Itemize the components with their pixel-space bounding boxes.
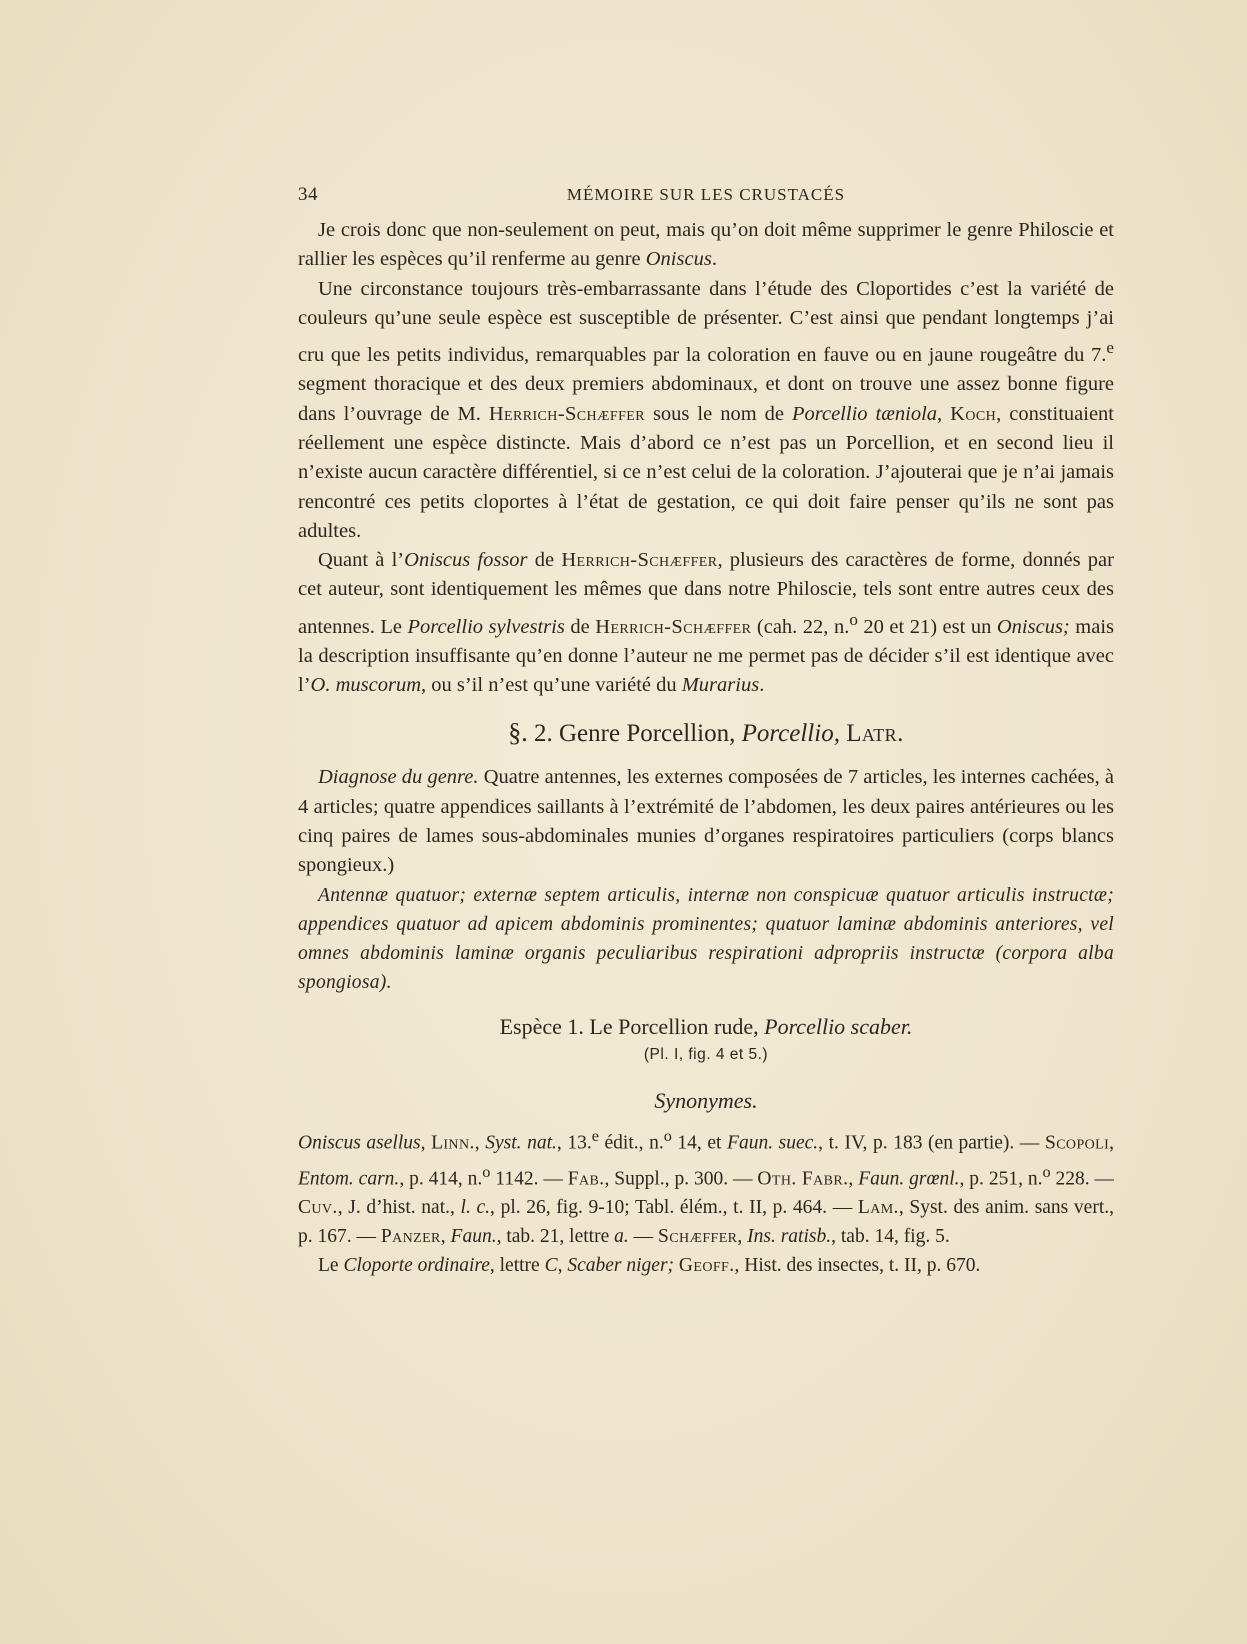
text-run: 14, et xyxy=(671,1132,728,1154)
text-run: , tab. 14, fig. 5. xyxy=(831,1226,950,1248)
diagnose-text: Quatre antennes, les externes composées de 7 articles, les internes cachées, à 4 articles; quatre appendices saillants à l’extrémité de l’abdomen, les deux paires antérieures ou les cinq paires de lames sous-abdominales munies d’organes respiratoires particuliers (corps blancs spongieux.) xyxy=(298,766,1114,877)
author-name: Herrich-Schæffer xyxy=(595,615,752,638)
citation-letter: a. xyxy=(614,1226,629,1248)
common-name: Cloporte ordinaire xyxy=(343,1254,490,1276)
species-name: Oniscus fossor xyxy=(404,549,528,572)
text-run: mais la description insuffisante qu’en donne l’auteur ne me permet pas de décider s’il est identique avec l’ xyxy=(298,615,1114,697)
synonyms-references xyxy=(298,1122,1114,1252)
author-name: Lam. xyxy=(857,1197,899,1219)
text-run: édit., n. xyxy=(598,1132,664,1154)
author-name: Koch xyxy=(950,402,997,425)
text-run: Je crois donc que non-seulement on peut, mais qu’on doit même supprimer le genre Philoscie et rallier les espèces qu’il renferme au genre xyxy=(298,219,1114,271)
text-run: , ou s’il n’est qu’une variété du xyxy=(421,674,682,697)
section-symbol: §. xyxy=(508,718,528,748)
synonyms-heading: Synonymes. xyxy=(654,1087,758,1113)
text-run: , xyxy=(937,402,951,425)
text-run: , Syst. des anim. sans vert., p. 167. — xyxy=(298,1197,1114,1248)
work-title: Ins. ratisb. xyxy=(747,1226,832,1248)
synonyms-block xyxy=(298,1122,1114,1281)
text-run: , Suppl., p. 300. — xyxy=(604,1168,758,1190)
text-run: de xyxy=(564,615,596,638)
work-title: Faun. xyxy=(450,1226,497,1248)
text-run: , xyxy=(420,1132,432,1154)
text-run: , p. 251, n. xyxy=(959,1168,1043,1190)
running-head xyxy=(298,180,1114,210)
synonyms-common-name xyxy=(298,1252,1114,1281)
species-name: Murarius xyxy=(681,674,760,697)
author-name: Geoff. xyxy=(678,1254,735,1276)
species-name: Oniscus asellus xyxy=(298,1132,421,1154)
superscript: e xyxy=(1106,338,1114,358)
text-run: , Hist. des insectes, t. II, p. 670. xyxy=(734,1254,981,1276)
work-title: Faun. grœnl. xyxy=(858,1168,960,1190)
text-run: — xyxy=(628,1226,658,1248)
text-run: , plusieurs des caractères de forme, donnés par cet auteur, sont identiquement les mêmes que dans notre Philoscie, tels sont entre autres ceux des antennes. Le xyxy=(298,549,1114,638)
species-latin-name: Porcellio scaber. xyxy=(764,1013,913,1039)
author-name: Scopoli xyxy=(1044,1132,1110,1154)
paragraph-philoscie xyxy=(298,216,1114,275)
work-title: Entom. carn. xyxy=(298,1168,400,1190)
text-run: Le xyxy=(318,1254,344,1276)
superscript: o xyxy=(849,609,858,629)
author-name: Schæffer xyxy=(657,1226,738,1248)
text-run: 1142. — xyxy=(490,1168,568,1190)
author-name: Oth. Fabr. xyxy=(757,1168,849,1190)
author-name: Linn. xyxy=(431,1132,475,1154)
author-name: Herrich-Schæffer xyxy=(488,402,645,425)
plate-reference: (Pl. I, fig. 4 et 5.) xyxy=(643,1045,769,1063)
text-run: , xyxy=(474,1132,486,1154)
text-run: , lettre xyxy=(489,1254,545,1276)
text-run: , J. d’hist. nat., xyxy=(337,1197,461,1219)
superscript: o xyxy=(663,1126,672,1145)
text-run: , p. 414, n. xyxy=(399,1168,483,1190)
text-run: , xyxy=(737,1226,748,1248)
citation-abbrev: l. c. xyxy=(460,1197,491,1219)
text-run: 228. — xyxy=(1050,1168,1114,1190)
text-run: de xyxy=(527,549,562,572)
text-run: 20 et 21) est un xyxy=(857,615,997,638)
text-run: , constituaient réellement une espèce distincte. Mais d’abord ce n’est pas un Porcellion, et en second lieu il n’existe aucun caractère différentiel, si ce n’est celui de la coloration. J’ajouterai que je n’ai jamais rencontré ces petits cloportes à l’état de gestation, ce qui doit faire penser qu’ils ne sont pas adultes. xyxy=(298,402,1114,542)
text-run: , t. IV, p. 183 (en partie). — xyxy=(818,1132,1045,1154)
diagnose-paragraph xyxy=(298,763,1114,880)
paragraph-oniscus-fossor xyxy=(298,546,1114,700)
book-page xyxy=(298,180,1114,1600)
author-name: Panzer xyxy=(380,1226,441,1248)
work-title: Syst. nat. xyxy=(485,1132,557,1154)
species-name: Scaber niger; xyxy=(567,1254,675,1276)
text-run: Quant à l’ xyxy=(318,549,405,572)
text-run: sous le nom de xyxy=(644,402,792,425)
paragraph-coloration xyxy=(298,275,1114,547)
text-run: , xyxy=(440,1226,451,1248)
species-heading xyxy=(298,1012,1114,1042)
text-run: , 13. xyxy=(556,1132,592,1154)
superscript: o xyxy=(1042,1163,1051,1182)
text-run: , xyxy=(557,1254,568,1276)
text-run: . xyxy=(759,674,765,697)
genus-name: Oniscus; xyxy=(996,615,1070,638)
author-name: Cuv. xyxy=(298,1197,338,1219)
genus-name: Oniscus xyxy=(645,248,712,271)
text-run: , pl. 26, fig. 9-10; Tabl. élém., t. II, p. 464. — xyxy=(490,1197,858,1219)
section-number: 2. xyxy=(534,720,553,748)
section-heading xyxy=(298,718,1114,749)
species-label: Espèce 1. Le Porcellion rude, xyxy=(499,1013,759,1039)
citation-letter: C xyxy=(544,1254,558,1276)
text-run: , xyxy=(848,1168,859,1190)
text-run: segment thoracique et des deux premiers abdominaux, et dont on trouve une assez bonne figure dans l’ouvrage de M. xyxy=(298,373,1114,425)
text-run: Une circonstance toujours très-embarrassante dans l’étude des Cloportides c’est la variété de couleurs qu’une seule espèce est susceptible de présenter. C’est ainsi que pendant longtemps j’ai cru que les petits individus, remarquables par la coloration en fauve ou en jaune rougeâtre du 7. xyxy=(298,277,1114,367)
text-run: , xyxy=(1109,1132,1114,1154)
superscript: o xyxy=(482,1163,491,1182)
work-title: Faun. suec. xyxy=(727,1132,819,1154)
diagnose-label: Diagnose du genre. xyxy=(318,766,479,789)
latin-diagnosis: Antennæ quatuor; externæ septem articulis, internæ non conspicuæ quatuor articulis instructæ; appendices quatuor ad apicem abdominis prominentes; quatuor laminæ abdominis anteriores, vel omnes abdominis laminæ organis peculiaribus respirationi adpropriis instructæ (corpora alba spongiosa). xyxy=(298,884,1114,994)
superscript: e xyxy=(591,1126,599,1145)
genus-latin-name: Porcellio, xyxy=(741,720,840,748)
species-name: Porcellio tæniola xyxy=(791,402,938,425)
running-title: MÉMOIRE SUR LES CRUSTACÉS xyxy=(566,185,846,204)
species-name: O. muscorum xyxy=(310,674,421,697)
text-run: , tab. 21, lettre xyxy=(496,1226,615,1248)
page-number: 34 xyxy=(298,184,318,205)
text-run: . xyxy=(711,248,717,271)
author-name: Fab. xyxy=(567,1168,605,1190)
genus-title: Genre Porcellion, xyxy=(559,720,736,748)
author-name: Latr. xyxy=(846,720,904,748)
text-run: (cah. 22, n. xyxy=(751,615,850,638)
species-name: Porcellio sylvestris xyxy=(407,615,565,638)
author-name: Herrich-Schæffer xyxy=(561,549,718,572)
